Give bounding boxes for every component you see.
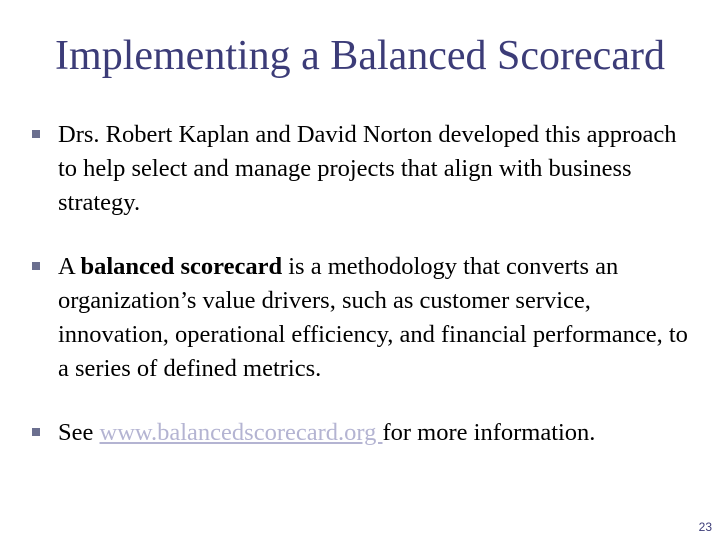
bullet-prefix: A: [58, 253, 81, 280]
bullet-suffix: for more information.: [382, 419, 596, 446]
bullet-text: Drs. Robert Kaplan and David Norton developed this approach to help select and manage projects that align with business strategy.: [58, 121, 677, 216]
bullet-text: [58, 250, 692, 386]
bullet-list: [32, 118, 692, 450]
page-number: 23: [698, 520, 712, 534]
square-bullet-icon: [32, 262, 40, 270]
bullet-kaplan-norton: [32, 118, 692, 220]
bullet-prefix: See: [58, 419, 100, 446]
bullet-text: [58, 416, 692, 450]
square-bullet-icon: [32, 428, 40, 436]
bullet-suffix: is a methodology that converts an organization’s value drivers, such as customer service, innovation, operational efficiency, and financial performance, to a series of defined metrics.: [58, 253, 688, 382]
balancedscorecard-link[interactable]: www.balancedscorecard.org: [99, 419, 383, 446]
bullet-see-link: [32, 416, 692, 450]
bold-term: balanced scorecard: [80, 253, 283, 280]
square-bullet-icon: [32, 130, 40, 138]
slide-title: Implementing a Balanced Scorecard: [55, 33, 665, 79]
bullet-definition: [32, 250, 692, 386]
